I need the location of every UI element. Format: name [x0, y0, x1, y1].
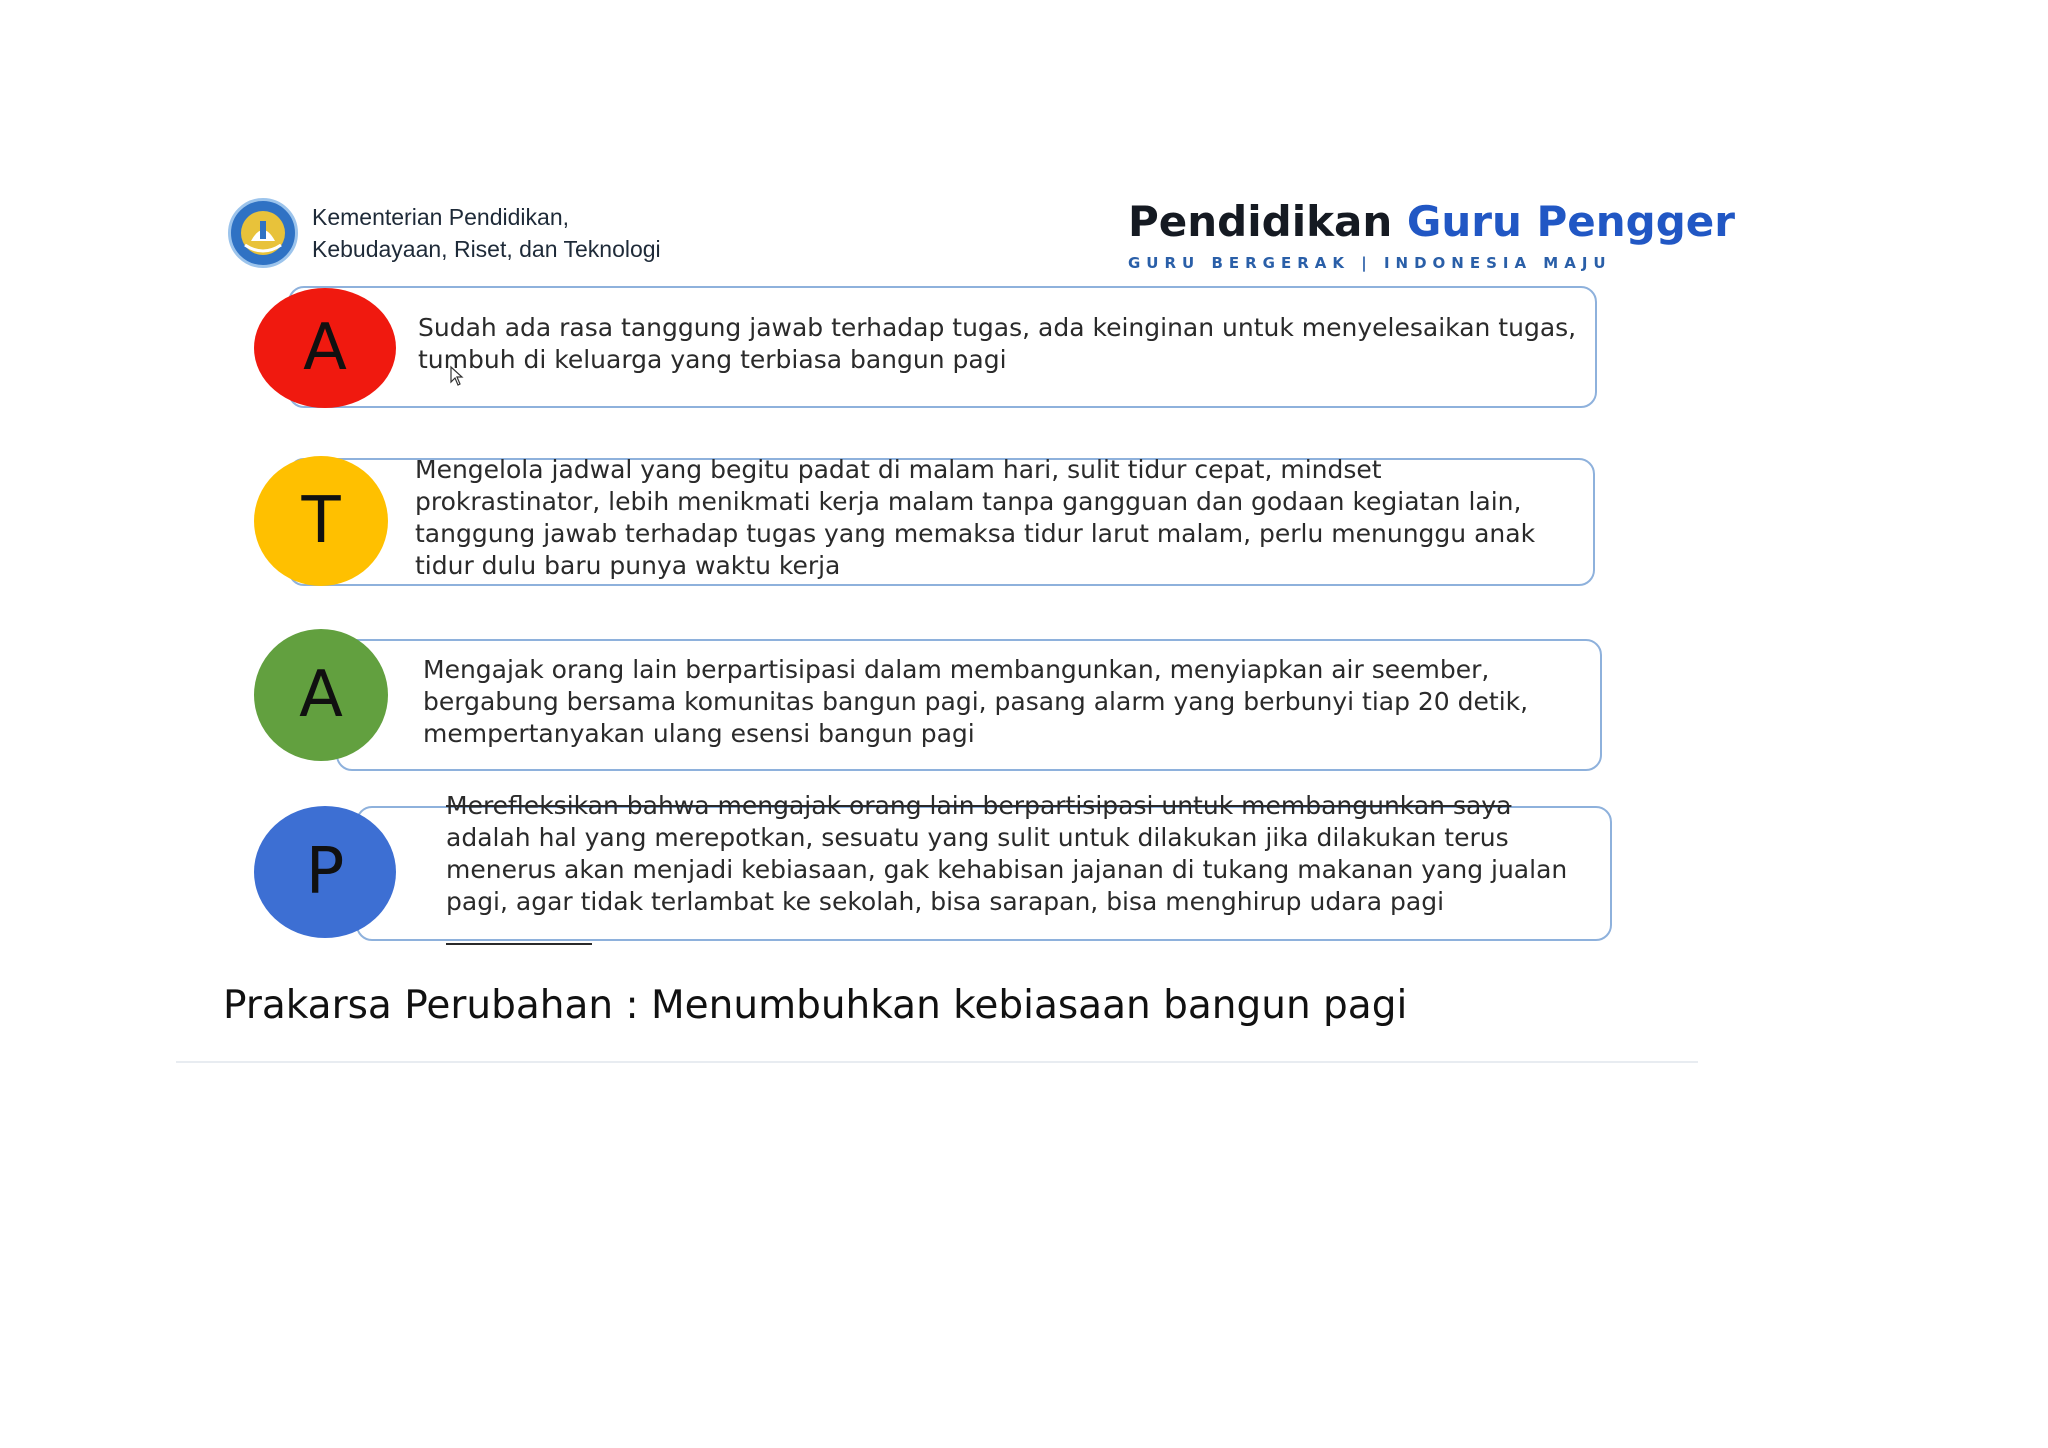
row-text-4: Merefleksikan bahwa mengajak orang lain berpartisipasi untuk membangunkan saya adalah hal yang merepotkan, sesuatu yang sulit untuk dilakukan jika dilakukan terus menerus akan menjadi kebiasaan, gak kehabisan jajanan di tukang makanan yang jualan pagi, agar tidak terlambat ke sekolah, bisa sarapan, bisa menghirup udara pagi — [446, 791, 1568, 916]
row-circle-3 — [254, 629, 388, 761]
ministry-line-2: Kebudayaan, Riset, dan Teknologi — [312, 236, 661, 262]
slide-caption: Prakarsa Perubahan : Menumbuhkan kebiasaan bangun pagi — [223, 983, 1408, 1028]
ministry-header — [228, 198, 661, 268]
row-text-2: Mengelola jadwal yang begitu padat di malam hari, sulit tidur cepat, mindset prokrastinator, lebih menikmati kerja malam tanpa gangguan dan godaan kegiatan lain, tanggung jawab terhadap tugas yang memaksa tidur larut malam, perlu menunggu anak tidur dulu baru punya waktu kerja — [415, 455, 1536, 580]
row-circle-1 — [254, 288, 396, 408]
row-circle-2 — [254, 456, 388, 586]
row-text-1: Sudah ada rasa tanggung jawab terhadap tugas, ada keinginan untuk menyelesaikan tugas, tumbuh di keluarga yang terbiasa bangun pagi — [418, 313, 1577, 374]
ministry-name — [312, 201, 661, 265]
brand-tagline: GURU BERGERAK | INDONESIA MAJU — [1128, 254, 1612, 272]
row-letter-1: A — [303, 311, 347, 385]
row-circle-4 — [254, 806, 396, 938]
brand-title-part-2: Guru Pengger — [1406, 197, 1735, 246]
row-letter-2: T — [301, 484, 341, 558]
brand-title-part-1: Pendidikan — [1128, 197, 1407, 246]
slide — [176, 176, 1735, 1063]
ministry-line-1: Kementerian Pendidikan, — [312, 204, 569, 230]
row-letter-3: A — [299, 658, 343, 732]
mouse-cursor-icon — [450, 366, 464, 390]
program-brand — [1128, 194, 1735, 272]
row-text-3: Mengajak orang lain berpartisipasi dalam membangunkan, menyiapkan air seember, bergabung bersama komunitas bangun pagi, pasang alarm yang berbunyi tiap 20 detik, mempertanyakan ulang esensi bangun pagi — [423, 655, 1529, 748]
row-4-last-line-strike — [446, 943, 592, 945]
row-letter-4: P — [305, 835, 345, 909]
brand-title — [1128, 194, 1735, 250]
tut-wuri-handayani-logo-icon — [228, 198, 298, 268]
